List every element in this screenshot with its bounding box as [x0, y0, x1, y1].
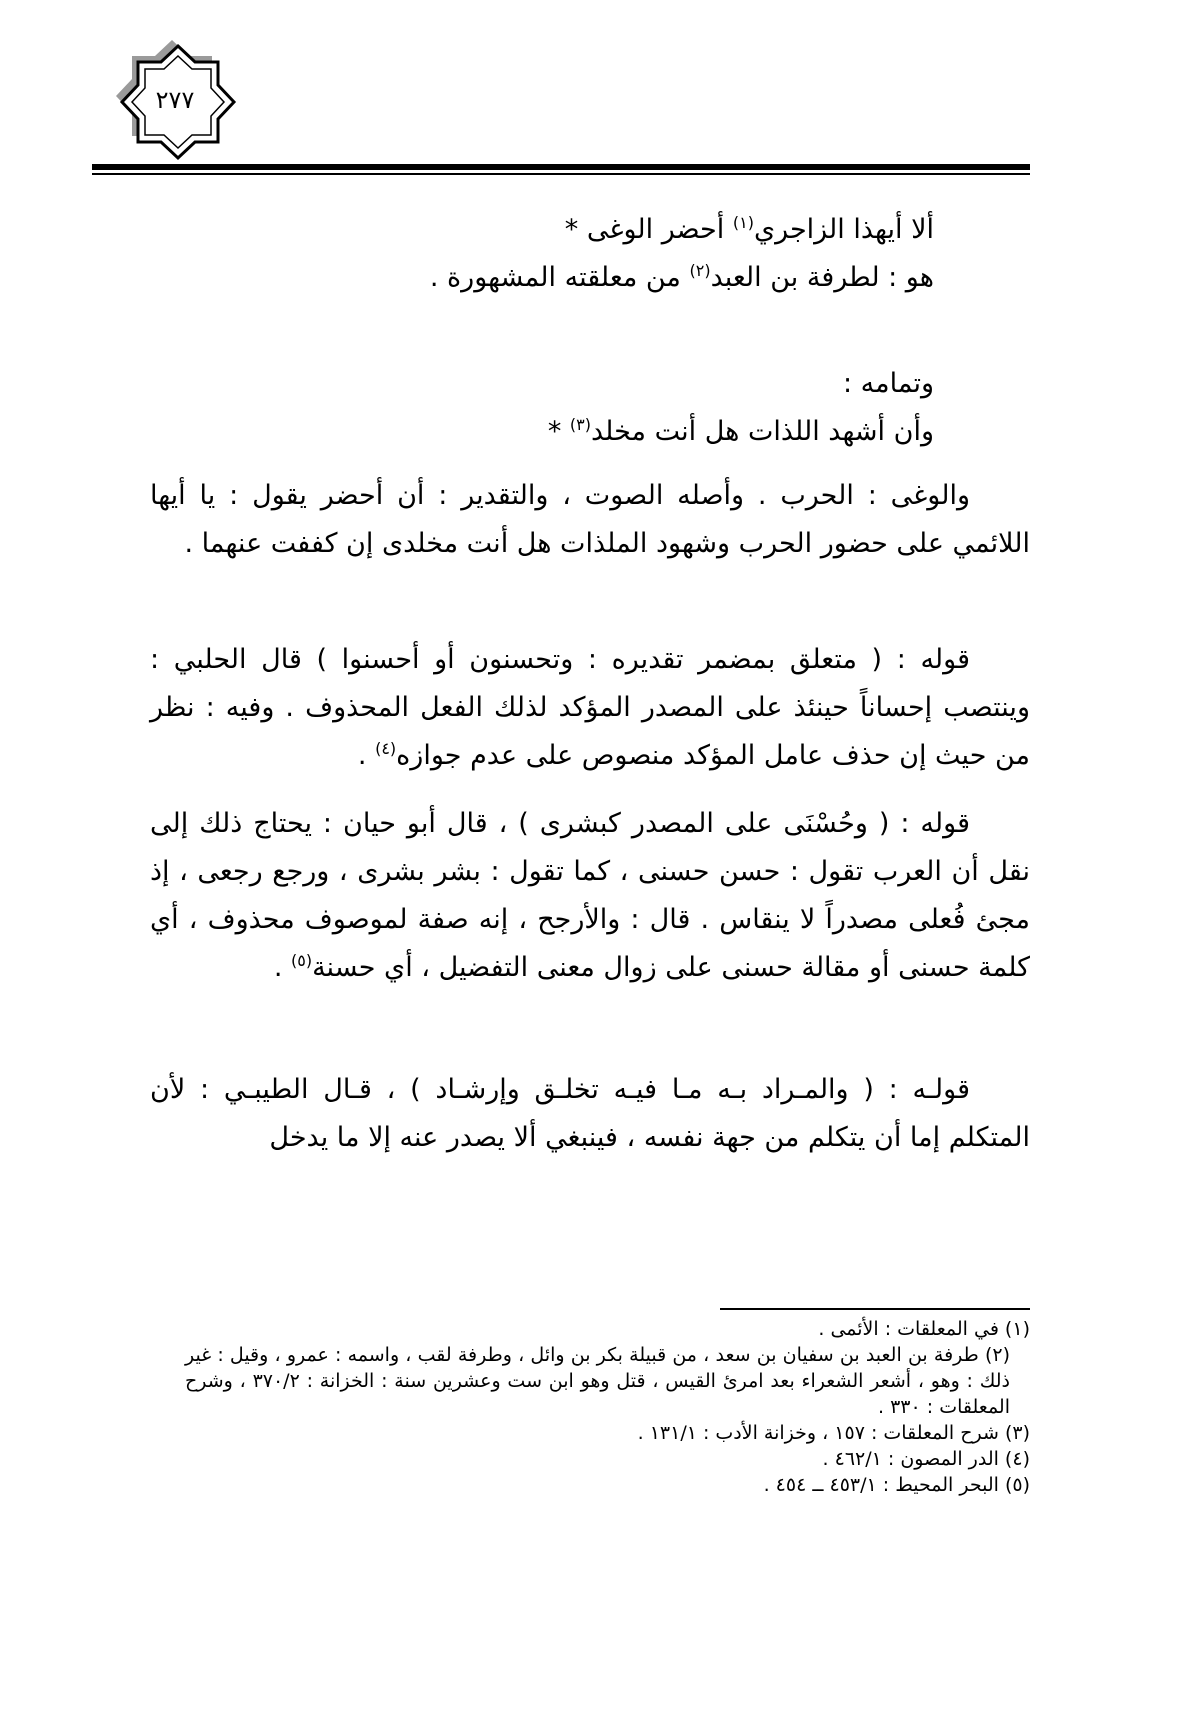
header-rule-thin [92, 173, 1030, 175]
verse-intro: وتمامه : [842, 368, 934, 399]
page-number-badge [100, 40, 250, 170]
paragraph-2: قوله : ( متعلق بمضمر تقديره : وتحسنون أو أحسنوا ) قال الحلبي : وينتصب إحساناً حينئذ على المصدر المؤكد لذلك الفعل المحذوف . وفيه : نظر من حيث إن حذف عامل المؤكد منصوص على عدم جوازه$^{(٤)}$ . [150, 644, 1030, 771]
footnotes [185, 1316, 1030, 1498]
header-rule-thick [92, 164, 1030, 170]
footnote-ref-2[interactable]: (٢) [689, 261, 711, 280]
verse-block-2 [174, 360, 934, 456]
footnote-4: (٤) الدر المصون : ٤٦٢/١ . [822, 1448, 1030, 1470]
footnote-2: (٢) طرفة بن العبد بن سفيان بن سعد ، من قبيلة بكر بن وائل ، وطرفة لقب ، واسمه : عمرو ، وقيل : غير ذلك : وهو ، أشعر الشعراء بعد امرئ القيس ، قتل وهو ابن ست وعشرين سنة : الخزانة : ٣٧٠/٢ ، وشرح المعلقات : ٣٣٠ . [185, 1344, 1010, 1418]
verse-line-3: وأن أشهد اللذات هل أنت مخلد$^{(٣)}$ * [547, 415, 934, 447]
footnote-separator [720, 1308, 1030, 1310]
footnote-3: (٣) شرح المعلقات : ١٥٧ ، وخزانة الأدب : ١٣١/١ . [637, 1422, 1030, 1444]
paragraph-1: والوغى : الحرب . وأصله الصوت ، والتقدير : أن أحضر يقول : يا أيها اللائمي على حضور الحرب وشهود الملذات هل أنت مخلدى إن كففت عنهما . [150, 480, 1030, 559]
footnote-1: (١) في المعلقات : الأئمى . [818, 1318, 1030, 1340]
footnote-ref-1[interactable]: (١) [732, 213, 754, 232]
verse-line-1: ألا أيهذا الزاجري$^{(١)}$ أحضر الوغى * [564, 213, 934, 245]
footnote-ref-3[interactable]: (٣) [569, 415, 591, 434]
footnote-5: (٥) البحر المحيط : ٤٥٣/١ ــ ٤٥٤ . [763, 1474, 1030, 1496]
verse-block-1 [174, 206, 934, 302]
verse-line-2: هو : لطرفة بن العبد$^{(٢)}$ من معلقته المشهورة . [429, 261, 934, 293]
page-number: ٢٧٧ [155, 86, 195, 114]
footnote-ref-5[interactable]: (٥) [290, 951, 313, 970]
paragraph-4: قولـه : ( والمـراد بـه مـا فيـه تخلـق وإرشـاد ) ، قـال الطيبـي : لأن المتكلم إما أن يتكلم من جهة نفسه ، فينبغي ألا يصدر عنه إلا ما يدخل [150, 1074, 1030, 1153]
footnote-ref-4[interactable]: (٤) [375, 739, 397, 758]
paragraph-3: قوله : ( وحُسْنَى على المصدر كبشرى ) ، قال أبو حيان : يحتاج ذلك إلى نقل أن العرب تقول : حسن حسنى ، كما تقول : بشر بشرى ، ورجع رجعى ، إذ مجئ فُعلى مصدراً لا ينقاس . قال : والأرجح ، إنه صفة لموصوف محذوف ، أي كلمة حسنى أو مقالة حسنى على زوال معنى التفضيل ، أي حسنة$^{(٥)}$ . [150, 808, 1030, 983]
